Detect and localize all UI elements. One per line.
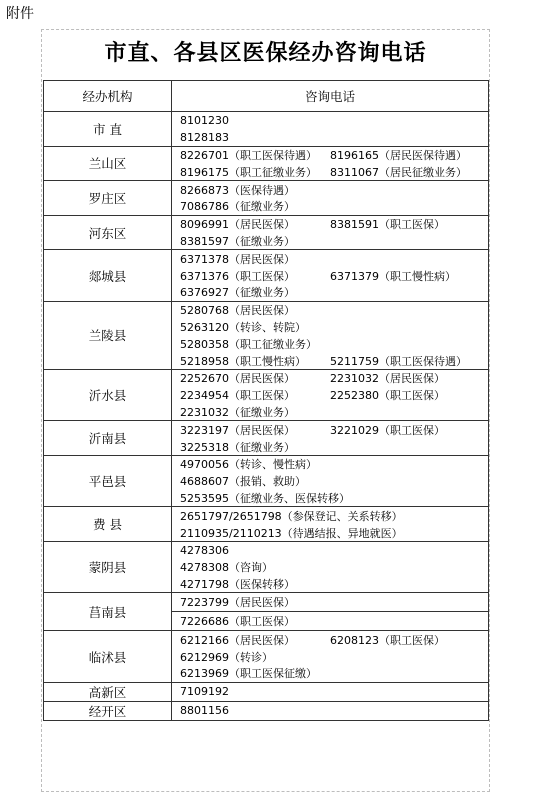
- phone-entry: 8311067（居民征缴业务）: [330, 165, 467, 179]
- table-row: [44, 250, 489, 301]
- table-row: [44, 181, 489, 216]
- org-name: 罗庄区: [44, 181, 172, 216]
- phone-cell: [172, 612, 489, 631]
- phone-entry: 2651797/2651798（参保登记、关系转移）: [180, 509, 403, 523]
- phone-cell: [172, 369, 489, 420]
- org-name: 沂水县: [44, 369, 172, 420]
- phone-entry: 2231032（居民医保）: [330, 372, 445, 386]
- phone-line: [180, 438, 488, 455]
- phone-entry: 3221029（职工医保）: [330, 423, 445, 437]
- phone-entry: 2110935/2110213（待遇结报、异地就医）: [180, 526, 403, 540]
- phone-line: [180, 216, 488, 233]
- phone-line: [180, 421, 488, 438]
- phone-entry: 5253595（征缴业务、医保转移）: [180, 491, 350, 505]
- org-name: 河东区: [44, 215, 172, 250]
- phone-entry: 6212969（转诊）: [180, 650, 273, 664]
- phone-entry: 6371379（职工慢性病）: [330, 269, 456, 283]
- phone-entry: 5280768（居民医保）: [180, 304, 295, 318]
- phone-entry: 2252380（职工医保）: [330, 389, 445, 403]
- phone-cell: [172, 146, 489, 181]
- phone-entry: 8101230: [180, 113, 229, 127]
- phone-line: [180, 524, 488, 541]
- phone-cell: [172, 593, 489, 612]
- phone-entry: 6212166（居民医保）: [180, 633, 295, 647]
- phone-line: [180, 284, 488, 301]
- table-row: [44, 215, 489, 250]
- org-name: 经开区: [44, 701, 172, 720]
- phone-entry: 5218958（职工慢性病）: [180, 354, 306, 368]
- phone-line: [180, 267, 488, 284]
- phone-line: [180, 456, 488, 473]
- phone-cell: [172, 507, 489, 542]
- phone-line: [180, 163, 488, 180]
- phone-line: [180, 683, 488, 700]
- org-name: 平邑县: [44, 455, 172, 506]
- phone-line: [180, 319, 488, 336]
- phone-line: [180, 594, 488, 611]
- phone-line: [180, 129, 488, 146]
- phone-line: [180, 702, 488, 719]
- phone-cell: [172, 631, 489, 682]
- table-body: [44, 112, 489, 721]
- phone-line: [180, 542, 488, 559]
- phone-line: [180, 250, 488, 267]
- phone-entry: 3223197（居民医保）: [180, 423, 295, 437]
- phone-cell: [172, 421, 489, 456]
- annex-label: 附件: [6, 6, 34, 22]
- phone-line: [180, 490, 488, 507]
- phone-entry: 8196165（居民医保待遇）: [330, 148, 467, 162]
- phone-entry: 2231032（征缴业务）: [180, 405, 295, 419]
- phone-line: [180, 576, 488, 593]
- phone-entry: 8381591（职工医保）: [330, 218, 445, 232]
- phone-entry: 6371376（职工医保）: [180, 269, 295, 283]
- phone-entry: 3225318（征缴业务）: [180, 440, 295, 454]
- org-name: 临沭县: [44, 631, 172, 682]
- phone-cell: [172, 112, 489, 147]
- phone-line: [180, 233, 488, 250]
- phone-line: [180, 370, 488, 387]
- phone-cell: [172, 541, 489, 592]
- phone-cell: [172, 215, 489, 250]
- phone-line: [180, 112, 488, 129]
- phone-entry: 2252670（居民医保）: [180, 372, 295, 386]
- phone-entry: 4970056（转诊、慢性病）: [180, 458, 317, 472]
- phone-line: [180, 181, 488, 198]
- phone-entry: 5211759（职工医保待遇）: [330, 354, 467, 368]
- phone-entry: 7109192: [180, 685, 229, 699]
- table-row: [44, 369, 489, 420]
- phone-line: [180, 631, 488, 648]
- org-name: 费 县: [44, 507, 172, 542]
- phone-entry: 4271798（医保转移）: [180, 577, 295, 591]
- phone-line: [180, 613, 488, 630]
- org-name: 高新区: [44, 682, 172, 701]
- org-name: 沂南县: [44, 421, 172, 456]
- org-name: 莒南县: [44, 593, 172, 631]
- org-name: 市 直: [44, 112, 172, 147]
- table-row: [44, 682, 489, 701]
- phone-entry: 5280358（职工征缴业务）: [180, 337, 317, 351]
- phone-line: [180, 665, 488, 682]
- phone-entry: 7086786（征缴业务）: [180, 200, 295, 214]
- phone-cell: [172, 250, 489, 301]
- phone-entry: 8801156: [180, 704, 229, 718]
- phone-entry: 7226686（职工医保）: [180, 615, 295, 629]
- table-row: [44, 112, 489, 147]
- table-row: [44, 541, 489, 592]
- table-row: [44, 301, 489, 369]
- phone-entry: 6376927（征缴业务）: [180, 286, 295, 300]
- phone-entry: 6208123（职工医保）: [330, 633, 445, 647]
- table-header-row: [44, 81, 489, 112]
- phone-entry: 8226701（职工医保待遇）: [180, 148, 317, 162]
- phone-line: [180, 559, 488, 576]
- org-name: 蒙阴县: [44, 541, 172, 592]
- phone-line: [180, 147, 488, 164]
- table-row: [44, 507, 489, 542]
- phone-line: [180, 473, 488, 490]
- phone-line: [180, 387, 488, 404]
- header-org: 经办机构: [44, 81, 172, 112]
- header-phone: 咨询电话: [172, 81, 489, 112]
- org-name: 兰山区: [44, 146, 172, 181]
- org-name: 兰陵县: [44, 301, 172, 369]
- table-row: [44, 631, 489, 682]
- page-title: 市直、各县区医保经办咨询电话: [104, 40, 427, 66]
- phone-cell: [172, 181, 489, 216]
- table-row: [44, 146, 489, 181]
- phone-entry: 7223799（居民医保）: [180, 596, 295, 610]
- phone-entry: 6371378（居民医保）: [180, 252, 295, 266]
- phone-entry: 8266873（医保待遇）: [180, 183, 295, 197]
- phone-entry: 4278308（咨询）: [180, 561, 273, 575]
- phone-line: [180, 352, 488, 369]
- phone-entry: 8381597（征缴业务）: [180, 234, 295, 248]
- table-row: [44, 455, 489, 506]
- contact-table: [43, 80, 489, 721]
- org-name: 郯城县: [44, 250, 172, 301]
- phone-line: [180, 198, 488, 215]
- phone-entry: 2234954（职工医保）: [180, 389, 295, 403]
- phone-entry: 6213969（职工医保征缴）: [180, 667, 317, 681]
- phone-line: [180, 302, 488, 319]
- table-row: [44, 593, 489, 612]
- phone-cell: [172, 301, 489, 369]
- phone-cell: [172, 455, 489, 506]
- phone-entry: 4688607（报销、救助）: [180, 475, 306, 489]
- phone-entry: 8196175（职工征缴业务）: [180, 165, 317, 179]
- phone-line: [180, 648, 488, 665]
- phone-entry: 4278306: [180, 543, 229, 557]
- table-row: [44, 421, 489, 456]
- phone-cell: [172, 682, 489, 701]
- phone-entry: 5263120（转诊、转院）: [180, 320, 306, 334]
- phone-entry: 8128183: [180, 130, 229, 144]
- table-row: [44, 701, 489, 720]
- phone-cell: [172, 701, 489, 720]
- phone-line: [180, 404, 488, 421]
- phone-line: [180, 335, 488, 352]
- phone-line: [180, 507, 488, 524]
- phone-entry: 8096991（居民医保）: [180, 218, 295, 232]
